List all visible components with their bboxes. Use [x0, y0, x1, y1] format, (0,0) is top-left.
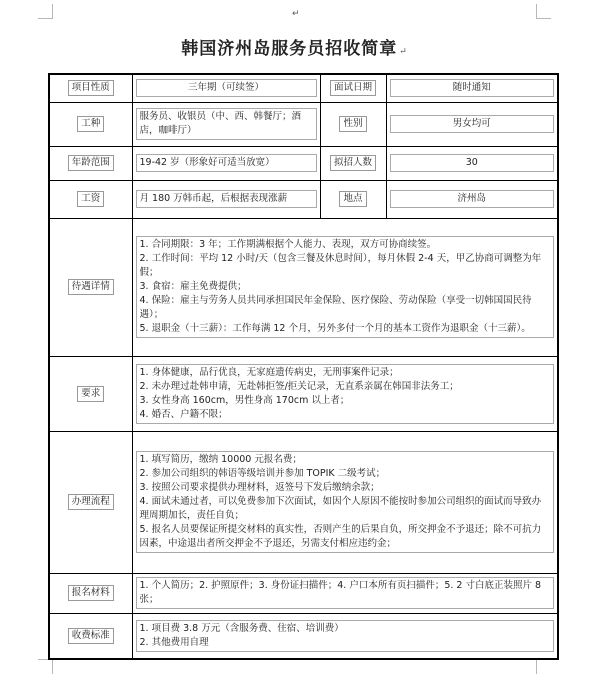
table-row [49, 146, 558, 180]
paragraph-mark-icon: ↵ [399, 47, 408, 57]
label-cell [49, 146, 132, 180]
materials-text: 1. 个人简历；2. 护照原件；3. 身份证扫描件；4. 户口本所有页扫描件；5. 2 寸白底正装照片 8 张； [136, 577, 555, 609]
table-row [49, 218, 558, 356]
table-row [49, 356, 558, 431]
list-item: 3. 女性身高 160cm，男性身高 170cm 以上者； [139, 394, 350, 406]
list-item: 5. 报名人员要保证所提交材料的真实性，否则产生的后果自负，所交押金不予退还；除不可抗力因素，中途退出者所交押金不予退还，另需支付相应违约金； [139, 524, 542, 549]
list-item: 1. 合同期限：3 年；工作期满根据个人能力、表现，双方可协商续签。 [139, 239, 437, 250]
job-type-label: 工种 [77, 116, 104, 132]
list-item: 2. 其他费用自理 [139, 636, 209, 648]
headcount-label: 拟招人数 [330, 155, 376, 171]
list-item: 1. 身体健康，品行优良，无家庭遗传病史，无刑事案件记录； [139, 366, 399, 378]
paragraph-mark-icon: ↵ [292, 9, 300, 19]
process-cell [132, 431, 558, 573]
recruitment-table [48, 73, 559, 660]
fees-cell [132, 613, 558, 659]
list-item: 2. 未办理过赴韩申请，无赴韩拒签/拒关记录，无直系亲属在韩国非法务工； [139, 380, 459, 392]
label-cell [49, 431, 132, 573]
salary-value: 月 180 万韩币起，后根据表现涨薪 [136, 190, 317, 208]
process-label: 办理流程 [68, 494, 114, 510]
requirements-list [136, 364, 555, 424]
benefits-cell [132, 218, 558, 356]
list-item: 3. 食宿：雇主免费提供； [139, 281, 247, 292]
list-item: 1. 填写简历，缴纳 10000 元报名费； [139, 454, 302, 465]
table-row [49, 102, 558, 146]
fees-list [136, 620, 555, 652]
table-row [49, 180, 558, 218]
requirements-cell [132, 356, 558, 431]
list-item: 4. 婚否、户籍不限； [139, 408, 228, 420]
value-cell [132, 146, 320, 180]
salary-label: 工资 [77, 191, 104, 207]
table-row [49, 431, 558, 573]
age-label: 年龄范围 [68, 155, 114, 171]
label-cell [49, 356, 132, 431]
list-item: 4. 面试未通过者，可以免费参加下次面试，如因个人原因不能按时参加公司组织的面试而导致办理周期加长，责任自负； [139, 496, 542, 521]
value-cell [386, 180, 558, 218]
page-title [0, 34, 589, 59]
value-cell [132, 180, 320, 218]
label-cell [49, 573, 132, 613]
list-item: 4. 保险：雇主与劳务人员共同承担国民年金保险、医疗保险、劳动保险（享受一切韩国国民待遇）； [139, 295, 532, 320]
requirements-label: 要求 [77, 386, 104, 402]
process-list [136, 451, 555, 553]
materials-cell [132, 573, 558, 613]
label-cell [49, 218, 132, 356]
crop-mark-top-left [38, 4, 53, 19]
nature-label: 项目性质 [68, 80, 114, 96]
label-cell [49, 180, 132, 218]
value-cell [132, 74, 320, 102]
table-row [49, 573, 558, 613]
nature-value: 三年期（可续签） [136, 79, 317, 97]
benefits-list [136, 236, 555, 338]
label-cell [49, 74, 132, 102]
table-row [49, 74, 558, 102]
interview-date-label: 面试日期 [330, 80, 376, 96]
label-cell [320, 180, 386, 218]
title-text: 韩国济州岛服务员招收简章 [181, 39, 398, 59]
table-row [49, 613, 558, 659]
list-item: 2. 工作时间：平均 12 小时/天（包含三餐及休息时间），每月休假 2-4 天，甲乙协商可调整为年假； [139, 253, 542, 278]
job-type-value: 服务员、收银员（中、西、韩餐厅；酒店，咖啡厅） [136, 108, 317, 140]
label-cell [320, 146, 386, 180]
value-cell [386, 102, 558, 146]
headcount-value: 30 [390, 154, 555, 172]
age-value: 19-42 岁（形象好可适当放宽） [136, 154, 317, 172]
crop-mark-bottom-right [536, 659, 551, 674]
label-cell [320, 74, 386, 102]
interview-date-value: 随时通知 [390, 79, 555, 97]
label-cell [49, 613, 132, 659]
label-cell [320, 102, 386, 146]
value-cell [386, 146, 558, 180]
crop-mark-bottom-left [38, 659, 53, 674]
value-cell [132, 102, 320, 146]
value-cell [386, 74, 558, 102]
fees-label: 收费标准 [68, 628, 114, 644]
list-item: 3. 按照公司要求提供办理材料，返签号下发后缴纳余款； [139, 482, 380, 493]
list-item: 1. 项目费 3.8 万元（含服务费、住宿、培训费） [139, 622, 344, 634]
materials-label: 报名材料 [68, 585, 114, 601]
label-cell [49, 102, 132, 146]
location-label: 地点 [339, 191, 366, 207]
gender-label: 性别 [339, 116, 366, 132]
benefits-label: 待遇详情 [68, 279, 114, 295]
list-item: 2. 参加公司组织的韩语等级培训并参加 TOPIK 二级考试； [139, 468, 386, 479]
location-value: 济州岛 [390, 190, 555, 208]
gender-value: 男女均可 [390, 115, 555, 133]
list-item: 5. 退职金（十三薪）：工作每满 12 个月，另外多付一个月的基本工资作为退职金（十三薪）。 [139, 323, 531, 334]
crop-mark-top-right [536, 4, 551, 19]
